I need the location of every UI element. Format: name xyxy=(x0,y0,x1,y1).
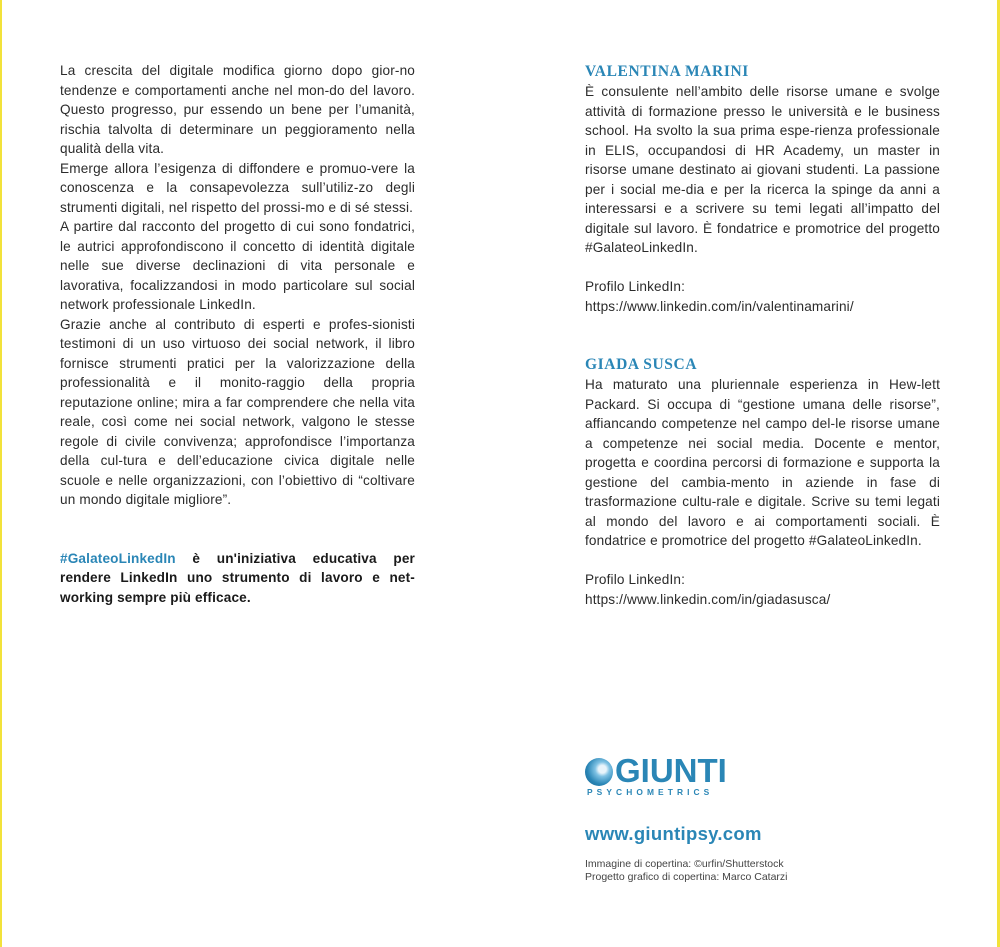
description-paragraph-2: Emerge allora l’esigenza di diffondere e promuo-vere la conoscenza e la consapevolezza sull’utiliz-zo degli strumenti digitali, nel rispetto del prossi-mo e di sé stessi. xyxy=(60,160,415,215)
book-description xyxy=(60,61,415,607)
globe-icon xyxy=(585,758,613,786)
left-edge-strip xyxy=(0,0,2,947)
giunti-psychometrics-logo xyxy=(585,752,745,800)
author-block-giada-susca xyxy=(585,355,940,609)
author-name: GIADA SUSCA xyxy=(585,356,698,373)
logo-wordmark: GIUNTI xyxy=(615,752,727,789)
description-paragraph-1: La crescita del digitale modifica giorno dopo gior-no tendenze e comportamenti anche nel mon-do del lavoro. Questo progresso, pur essendo un bene per l’umanità, rischia talvolta di determinare un peggioramento nella qualità della vita. xyxy=(60,63,415,156)
profile-url: https://www.linkedin.com/in/giadasusca/ xyxy=(585,591,831,607)
publisher-website: www.giuntipsy.com xyxy=(585,823,762,844)
initiative-hashtag: #GalateoLinkedIn xyxy=(60,550,176,566)
author-block-valentina-marini xyxy=(585,62,940,316)
profile-url: https://www.linkedin.com/in/valentinamarini/ xyxy=(585,298,854,314)
description-paragraph-4: Grazie anche al contributo di esperti e profes-sionisti testimoni di un uso virtuoso dei social network, il libro fornisce strumenti pratici per la valorizzazione della professionalità e il monito-raggio della propria reputazione online; mira a far comprendere che nella vita reale, così come nei social network, valgono le stesse regole di civile convivenza; approfondisce l’importanza della cul-tura e dell’educazione civica digitale nelle scuole e nelle organizzazioni, con l’obiettivo di “coltivare un mondo digitale migliore”. xyxy=(60,316,415,507)
cover-design-credit: Progetto grafico di copertina: Marco Catarzi xyxy=(585,871,788,883)
cover-image-credit: Immagine di copertina: ©urfin/Shutterstock xyxy=(585,858,784,870)
logo-subtitle: PSYCHOMETRICS xyxy=(587,787,714,797)
profile-label: Profilo LinkedIn: xyxy=(585,279,686,294)
initiative-text: è un'iniziativa educativa per rendere LinkedIn uno strumento di lavoro e net-working sempre più efficace. xyxy=(60,550,415,605)
profile-label: Profilo LinkedIn: xyxy=(585,572,686,587)
author-bio: È consulente nell’ambito delle risorse umane e svolge attività di formazione presso le università e le business school. Ha svolto la sua prima espe-rienza professionale in ELIS, occupandosi di HR Academy, un master in risorse umane destinato ai giovani studenti. La passione per i social me-dia e per la ricerca la spinge da anni a interessarsi e a scrivere su temi legati all’impatto del digitale sul lavoro. È fondatrice e promotrice del progetto #GalateoLinkedIn. xyxy=(585,84,940,255)
author-bio: Ha maturato una pluriennale esperienza in Hew-lett Packard. Si occupa di “gestione umana delle risorse”, affiancando competenze nel campo del-le risorse umane a competenze nei social media. Docente e mentor, progetta e coordina percorsi di formazione e supporta la gestione del cambia-mento in aziende in fase di trasformazione cultu-rale e digitale. Scrive su temi legati al mondo del lavoro e ai comportamenti sociali. È fondatrice e promotrice del progetto #GalateoLinkedIn. xyxy=(585,377,940,548)
author-name: VALENTINA MARINI xyxy=(585,63,749,80)
initiative-statement xyxy=(60,549,415,608)
description-paragraph-3: A partire dal racconto del progetto di cui sono fondatrici, le autrici approfondiscono il concetto di identità digitale nelle sue diverse declinazioni di vita personale e lavorativa, focalizzandosi in modo particolare sul social network professionale LinkedIn. xyxy=(60,219,415,312)
cover-credits xyxy=(585,858,788,884)
authors-column xyxy=(585,62,940,609)
